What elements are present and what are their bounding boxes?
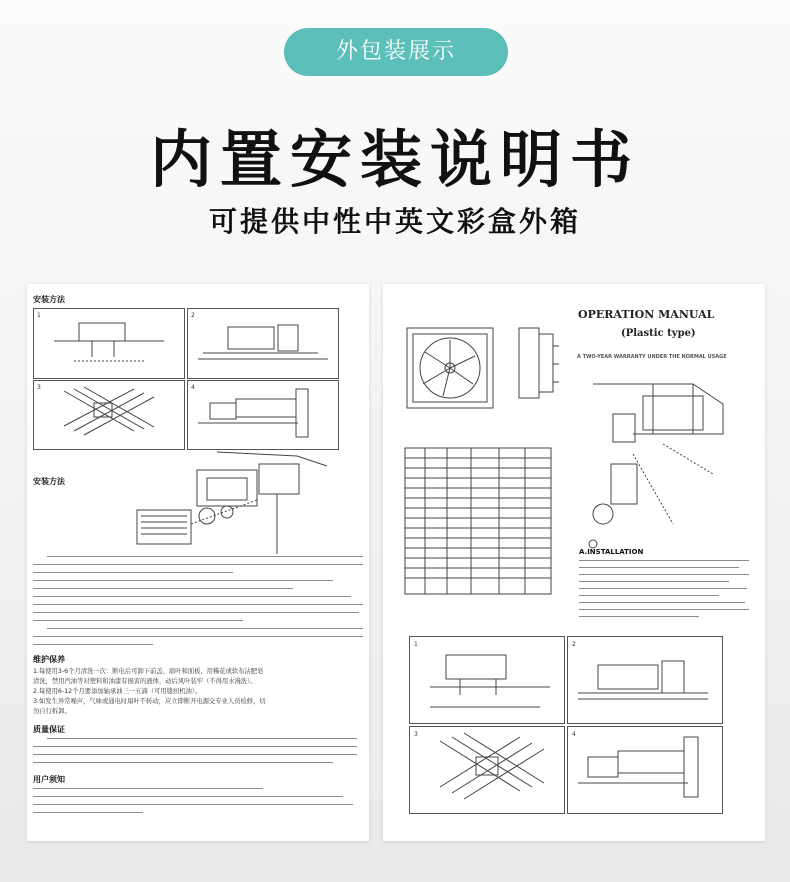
step-number: 3 xyxy=(414,731,418,738)
step-panel-3 xyxy=(33,380,185,450)
step-number: 3 xyxy=(37,384,41,391)
maintenance-line: 清洗，禁用汽油等对塑料和油漆有损害的液体，动后风叶装牢（不得用水漫洗）。 xyxy=(33,678,257,685)
english-manual-sheet xyxy=(383,284,765,841)
step-number: 1 xyxy=(414,641,418,648)
install-heading-2: 安装方法 xyxy=(33,477,65,486)
maintenance-line: 3.如发生异常噪声，气味或通电时扇叶不转动，应立即断开电源交专业人员检修，切 xyxy=(33,698,266,705)
en-ceiling-grid-diagram xyxy=(410,727,564,813)
maintenance-heading: 维护保养 xyxy=(33,655,65,664)
manual-subtitle: (Plastic type) xyxy=(621,328,696,339)
exploded-view-diagram xyxy=(27,444,369,564)
chinese-manual-sheet xyxy=(27,284,369,841)
ceiling-grid-diagram xyxy=(34,381,184,449)
install-heading: 安装方法 xyxy=(33,295,65,304)
step-number: 4 xyxy=(191,384,195,391)
step-panel-4 xyxy=(187,380,339,450)
step-number: 2 xyxy=(572,641,576,648)
warranty-note: A TWO-YEAR WARRANTY UNDER THE NORMAL USAGE xyxy=(577,354,727,360)
en-install-diagram-1 xyxy=(410,637,564,723)
maintenance-line: 勿自行拆卸。 xyxy=(33,708,71,715)
duct-connection-diagram xyxy=(188,381,338,449)
spec-table xyxy=(403,446,553,596)
warranty-heading: 质量保证 xyxy=(33,725,65,734)
en-duct-connection-diagram xyxy=(568,727,722,813)
maintenance-line: 2.每使用6-12个月要添加轴承油三一五滴（可用缝纫机油）。 xyxy=(33,688,202,695)
page-subtitle: 可提供中性中英文彩盒外箱 xyxy=(208,205,581,238)
maintenance-line: 1.每使用3-6个月清洗一次：断电后可卸下前盖、扇叶和面板，用稀花或软布沾肥皂 xyxy=(33,668,264,675)
fan-front-diagram xyxy=(403,324,503,414)
step-number: 4 xyxy=(572,731,576,738)
fan-side-diagram xyxy=(513,324,563,404)
en-step-panel-1 xyxy=(409,636,565,724)
section-badge: 外包装展示 xyxy=(284,28,508,76)
user-notice-heading: 用户须知 xyxy=(33,775,65,784)
en-step-panel-4 xyxy=(567,726,723,814)
en-step-panel-2 xyxy=(567,636,723,724)
manual-title: OPERATION MANUAL xyxy=(578,308,715,321)
install-diagram-1 xyxy=(34,309,184,378)
step-number: 2 xyxy=(191,312,195,319)
en-install-diagram-2 xyxy=(568,637,722,723)
step-number: 1 xyxy=(37,312,41,319)
en-step-panel-3 xyxy=(409,726,565,814)
page-title: 内置安装说明书 xyxy=(149,123,640,196)
installation-heading: A.INSTALLATION xyxy=(579,548,644,556)
install-diagram-2 xyxy=(188,309,338,378)
step-panel-1 xyxy=(33,308,185,379)
step-panel-2 xyxy=(187,308,339,379)
